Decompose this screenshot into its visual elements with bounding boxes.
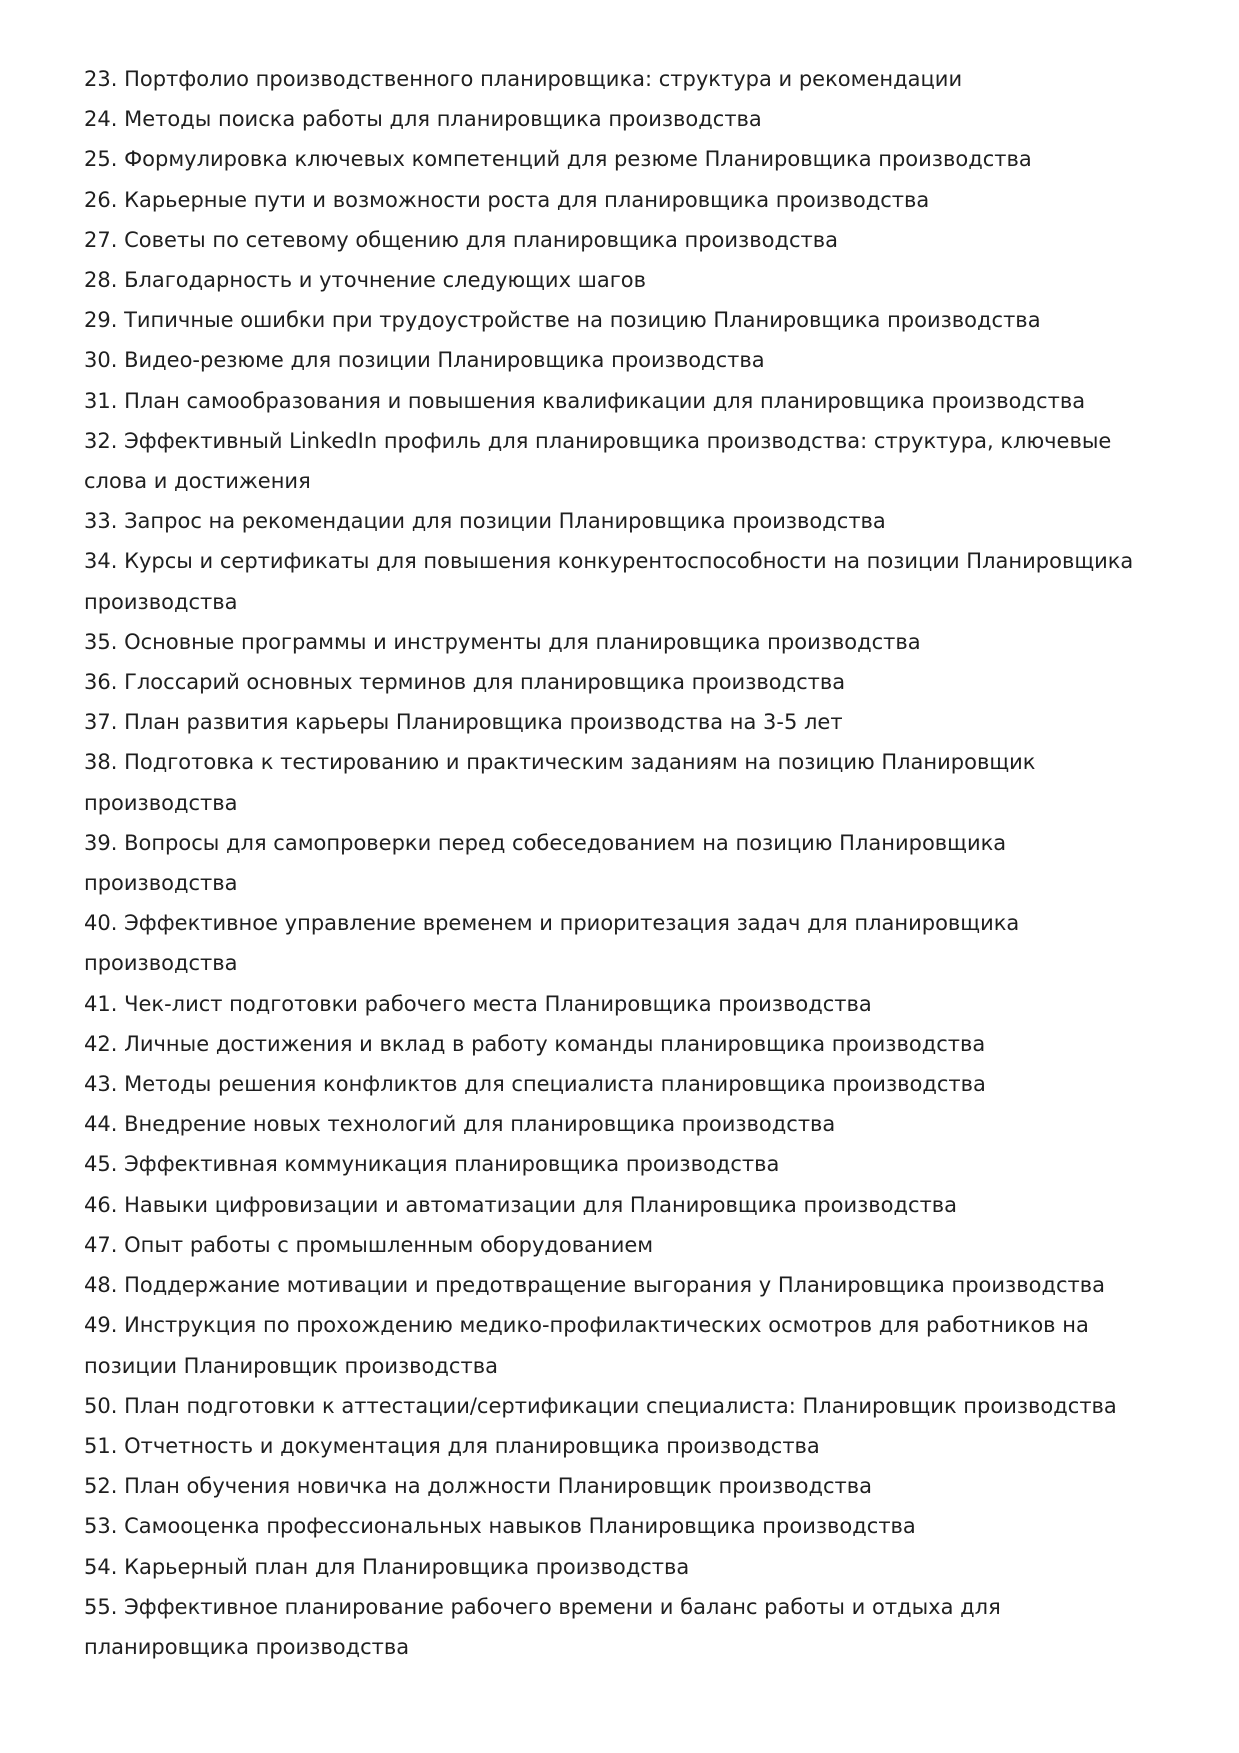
list-item: 39. Вопросы для самопроверки перед собеседованием на позицию Планировщика производства <box>84 830 1007 896</box>
list-item: 26. Карьерные пути и возможности роста для планировщика производства <box>84 187 930 212</box>
list-item: 24. Методы поиска работы для планировщика производства <box>84 107 762 132</box>
list-item: 27. Советы по сетевому общению для планировщика производства <box>84 227 838 252</box>
list-item: 46. Навыки цифровизации и автоматизации для Планировщика производства <box>84 1192 958 1217</box>
list-item: 44. Внедрение новых технологий для планировщика производства <box>84 1112 836 1137</box>
list-item: 36. Глоссарий основных терминов для планировщика производства <box>84 670 846 695</box>
list-item: 30. Видео-резюме для позиции Планировщика производства <box>84 348 765 373</box>
list-item: 40. Эффективное управление временем и приоритезация задач для планировщика производства <box>84 911 1020 976</box>
list-item: 33. Запрос на рекомендации для позиции Планировщика производства <box>84 509 886 534</box>
list-item: 34. Курсы и сертификаты для повышения конкурентоспособности на позиции Планировщика производства <box>84 549 1134 614</box>
list-item: 28. Благодарность и уточнение следующих шагов <box>84 268 647 293</box>
list-item: 37. План развития карьеры Планировщика производства на 3-5 лет <box>84 710 843 735</box>
list-item: 54. Карьерный план для Планировщика производства <box>84 1554 690 1579</box>
list-item: 31. План самообразования и повышения квалификации для планировщика производства <box>84 388 1086 413</box>
list-item: 38. Подготовка к тестированию и практическим заданиям на позицию Планировщик производства <box>84 750 1036 815</box>
list-item: 45. Эффективная коммуникация планировщика производства <box>84 1152 780 1177</box>
list-item: 25. Формулировка ключевых компетенций для резюме Планировщика производства <box>84 147 1032 172</box>
topic-list <box>84 59 1164 1667</box>
list-item: 29. Типичные ошибки при трудоустройстве на позицию Планировщика производства <box>84 308 1041 333</box>
list-item: 32. Эффективный LinkedIn профиль для планировщика производства: структура, ключевые слова и достижения <box>84 428 1112 494</box>
list-item: 47. Опыт работы с промышленным оборудованием <box>84 1232 654 1257</box>
list-item: 42. Личные достижения и вклад в работу команды планировщика производства <box>84 1031 986 1056</box>
list-item: 55. Эффективное планирование рабочего времени и баланс работы и отдыха для планировщика производства <box>84 1594 1001 1659</box>
list-item: 43. Методы решения конфликтов для специалиста планировщика производства <box>84 1072 986 1097</box>
list-item: 35. Основные программы и инструменты для планировщика производства <box>84 629 921 654</box>
list-item: 48. Поддержание мотивации и предотвращение выгорания у Планировщика производства <box>84 1273 1105 1298</box>
document-page <box>84 59 1164 1667</box>
list-item: 52. План обучения новичка на должности Планировщик производства <box>84 1474 872 1499</box>
list-item: 49. Инструкция по прохождению медико-профилактических осмотров для работников на позиции Планировщик производства <box>84 1313 1089 1378</box>
list-item: 41. Чек-лист подготовки рабочего места Планировщика производства <box>84 991 872 1016</box>
list-item: 23. Портфолио производственного планировщика: структура и рекомендации <box>84 67 963 91</box>
list-item: 50. План подготовки к аттестации/сертификации специалиста: Планировщик производства <box>84 1393 1117 1418</box>
list-item: 51. Отчетность и документация для планировщика производства <box>84 1433 820 1458</box>
list-item: 53. Самооценка профессиональных навыков Планировщика производства <box>84 1514 916 1539</box>
